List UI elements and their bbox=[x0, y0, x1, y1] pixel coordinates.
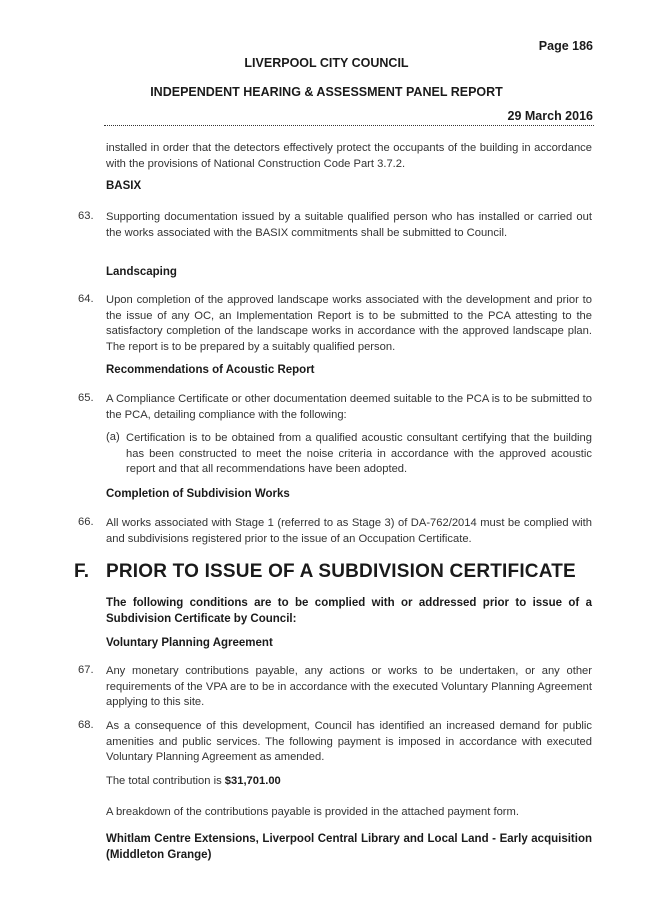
breakdown-text: A breakdown of the contributions payable is provided in the attached payment form. bbox=[106, 806, 519, 818]
item-63-number: 63. bbox=[78, 210, 94, 222]
total-contribution bbox=[106, 775, 281, 787]
item-68-text: As a consequence of this development, Council has identified an increased demand for public amenities and public services. The following payment is imposed in accordance with executed Voluntary Planning Agreement as amended. bbox=[106, 720, 592, 763]
item-65a-text: Certification is to be obtained from a qualified acoustic consultant certifying that the building has been constructed to meet the noise criteria in accordance with the approved acoustic report and that all recommendations have been adopted. bbox=[126, 432, 592, 475]
item-67-text: Any monetary contributions payable, any actions or works to be undertaken, or any other requirements of the VPA are to be in accordance with the executed Voluntary Planning Agreement applying to this site. bbox=[106, 665, 592, 708]
section-f-title: PRIOR TO ISSUE OF A SUBDIVISION CERTIFICATE bbox=[106, 561, 576, 582]
basix-heading: BASIX bbox=[106, 180, 142, 192]
intro-paragraph: installed in order that the detectors effectively protect the occupants of the building in accordance with the provisions of National Construction Code Part 3.7.2. bbox=[106, 142, 592, 170]
report-title: INDEPENDENT HEARING & ASSESSMENT PANEL REPORT bbox=[150, 85, 503, 99]
item-68-number: 68. bbox=[78, 719, 94, 731]
section-f-intro: The following conditions are to be complied with or addressed prior to issue of a Subdivision Certificate by Council: bbox=[106, 597, 592, 625]
subdivision-works-heading: Completion of Subdivision Works bbox=[106, 488, 290, 500]
item-65-text: A Compliance Certificate or other documentation deemed suitable to the PCA is to be submitted to the PCA, detailing compliance with the following: bbox=[106, 393, 592, 421]
item-65a-label: (a) bbox=[106, 431, 120, 443]
item-64-text: Upon completion of the approved landscape works associated with the development and prior to the issue of any OC, an Implementation Report is to be submitted to the PCA attesting to the satisfactory completion of the landscape works in accordance with the approved landscape plan. The report is to be prepared by a suitably qualified person. bbox=[106, 294, 592, 353]
total-contribution-amount: $31,701.00 bbox=[224, 775, 281, 787]
page-number: Page 186 bbox=[538, 39, 593, 53]
total-contribution-label: The total contribution is bbox=[106, 775, 225, 787]
item-67-number: 67. bbox=[78, 664, 94, 676]
vpa-heading: Voluntary Planning Agreement bbox=[106, 637, 273, 649]
whitlam-heading: Whitlam Centre Extensions, Liverpool Central Library and Local Land - Early acquisition (Middleton Grange) bbox=[106, 833, 592, 861]
report-date: 29 March 2016 bbox=[507, 109, 593, 123]
item-66-text: All works associated with Stage 1 (referred to as Stage 3) of DA-762/2014 must be complied with and subdivisions registered prior to the issue of an Occupation Certificate. bbox=[106, 517, 592, 545]
item-65-number: 65. bbox=[78, 392, 94, 404]
item-64-number: 64. bbox=[78, 293, 94, 305]
acoustic-heading: Recommendations of Acoustic Report bbox=[106, 364, 315, 376]
header-divider bbox=[104, 125, 594, 126]
section-f-letter: F. bbox=[74, 561, 90, 582]
landscaping-heading: Landscaping bbox=[106, 266, 177, 278]
item-63-text: Supporting documentation issued by a suitable qualified person who has installed or carried out the works associated with the BASIX commitments shall be submitted to Council. bbox=[106, 211, 592, 239]
item-66-number: 66. bbox=[78, 516, 94, 528]
council-name: LIVERPOOL CITY COUNCIL bbox=[244, 56, 409, 70]
